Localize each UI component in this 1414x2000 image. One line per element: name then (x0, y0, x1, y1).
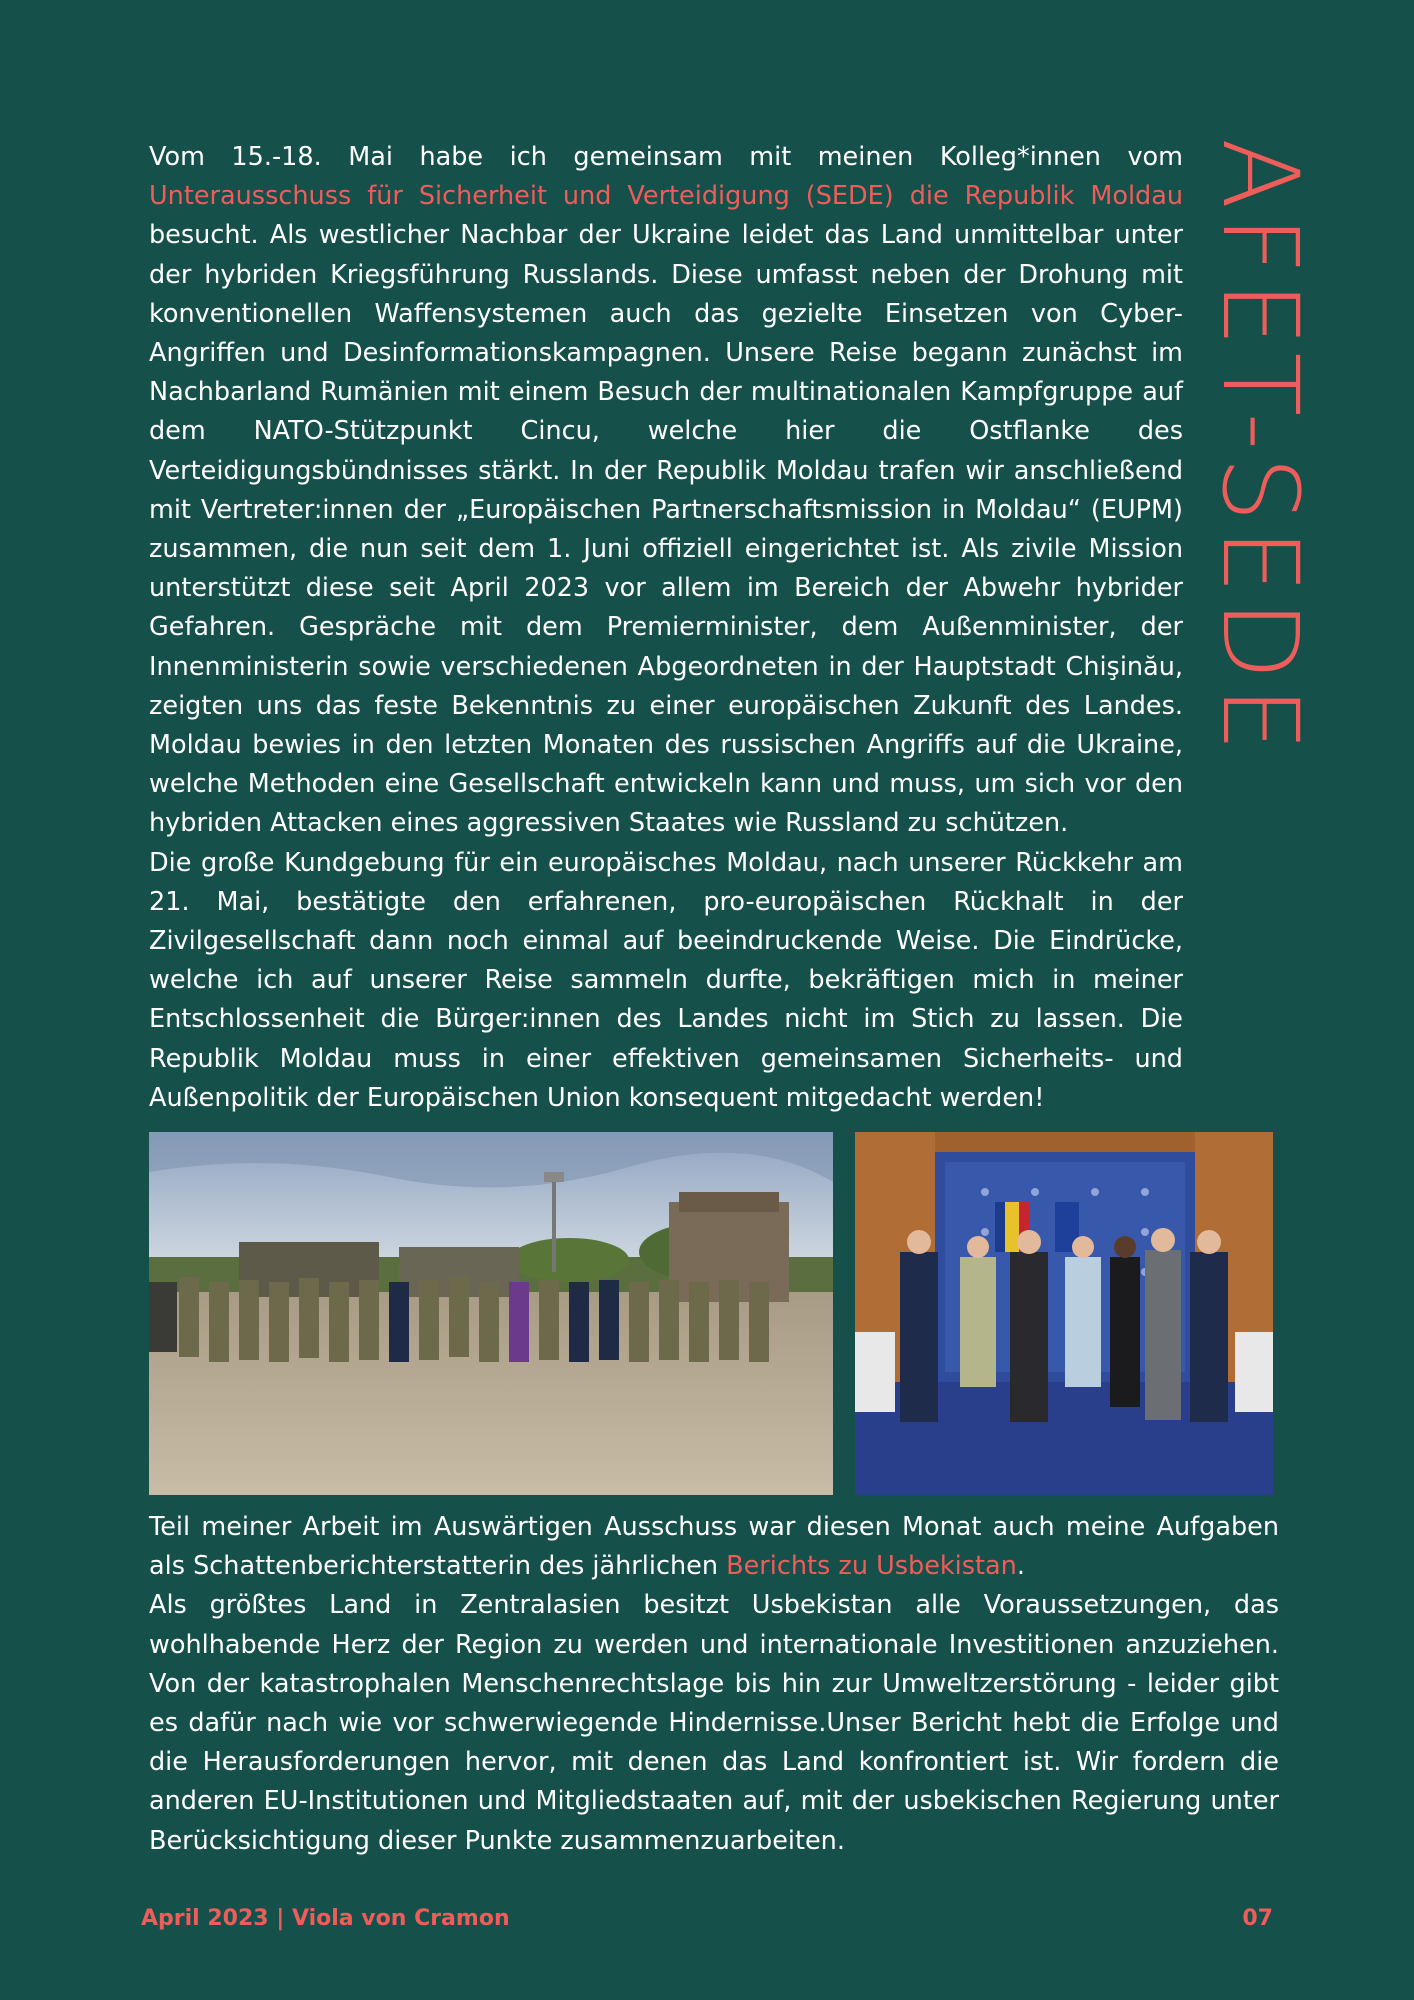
paragraph-uzbekistan-1 (149, 1508, 1279, 1586)
article-uzbekistan (149, 1508, 1279, 1861)
paragraph-body: besucht. Als westlicher Nachbar der Ukraine leidet das Land unmittelbar unter der hybriden Kriegsführung Russlands. Diese umfasst neben der Drohung mit konventionellen Waffensystemen auch das gezielte Einsetzen von Cyber-Angriffen und Desinformationskampagnen. Unsere Reise begann zunächst im Nachbarland Rumänien mit einem Besuch der multinationalen Kampfgruppe auf dem NATO-Stützpunkt Cincu, welche hier die Ostflanke des Verteidigungsbündnisses stärkt. In der Republik Moldau trafen wir anschließend mit Vertreter:innen der „Europäischen Partnerschaftsmission in Moldau“ (EUPM) zusammen, die nun seit dem 1. Juni offiziell eingerichtet ist. Als zivile Mission unterstützt diese seit April 2023 vor allem im Bereich der Abwehr hybrider Gefahren. Gespräche mit dem Premierminister, dem Außenminister, der Innenministerin sowie verschiedenen Abgeordneten in der Hauptstadt Chişinău, zeigten uns das feste Bekenntnis zu einer europäischen Zukunft des Landes. Moldau bewies in den letzten Monaten des russischen Angriffs auf die Ukraine, welche Methoden eine Gesellschaft entwickeln kann und muss, um sich vor den hybriden Attacken eines aggressiven Staates wie Russland zu schützen. (149, 220, 1183, 839)
uzbekistan-report-link[interactable]: Berichts zu Usbekistan (726, 1551, 1017, 1582)
photo-military-group (149, 1132, 833, 1495)
photo-military-group-image (149, 1132, 833, 1495)
paragraph-uzbekistan-2: Als größtes Land in Zentralasien besitzt Usbekistan alle Voraussetzungen, das wohlhabende Herz der Region zu werden und internationale Investitionen anzuziehen. Von der katastrophalen Menschenrechtslage bis hin zur Umweltzerstörung - leider gibt es dafür nach wie vor schwerwiegende Hindernisse.Unser Bericht hebt die Erfolge und die Herausforderungen hervor, mit denen das Land konfrontiert ist. Wir fordern die anderen EU-Institutionen und Mitgliedstaaten auf, mit der usbekischen Regierung unter Berücksichtigung dieser Punkte zusammenzuarbeiten. (149, 1590, 1279, 1856)
photo-ministry-meeting (855, 1132, 1273, 1495)
article-moldova (149, 138, 1183, 1118)
paragraph-period: . (1016, 1551, 1025, 1582)
paragraph-intro: Vom 15.-18. Mai habe ich gemeinsam mit meinen Kolleg*innen vom (149, 142, 1183, 172)
footer-date-author: April 2023 | Viola von Cramon (141, 1906, 510, 1931)
photo-ministry-meeting-image (855, 1132, 1273, 1495)
sede-link[interactable]: Unterausschuss für Sicherheit und Verteidigung (SEDE) die Republik Moldau (149, 181, 1183, 212)
section-title (1199, 138, 1321, 898)
section-title-text: AFET-SEDE (1199, 138, 1321, 758)
paragraph-moldova-1 (149, 138, 1183, 844)
paragraph-moldova-2: Die große Kundgebung für ein europäisches Moldau, nach unserer Rückkehr am 21. Mai, bestätigte den erfahrenen, pro-europäischen Rückhalt in der Zivilgesellschaft dann noch einmal auf beeindruckende Weise. Die Eindrücke, welche ich auf unserer Reise sammeln durfte, bekräftigen mich in meiner Entschlossenheit die Bürger:innen des Landes nicht im Stich zu lassen. Die Republik Moldau muss in einer effektiven gemeinsamen Sicherheits- und Außenpolitik der Europäischen Union konsequent mitgedacht werden! (149, 847, 1183, 1113)
page-number: 07 (1242, 1906, 1273, 1931)
paragraph-intro: Teil meiner Arbeit im Auswärtigen Ausschuss war diesen Monat auch meine Aufgaben als Schattenberichterstatterin des jährlichen (149, 1512, 1279, 1582)
